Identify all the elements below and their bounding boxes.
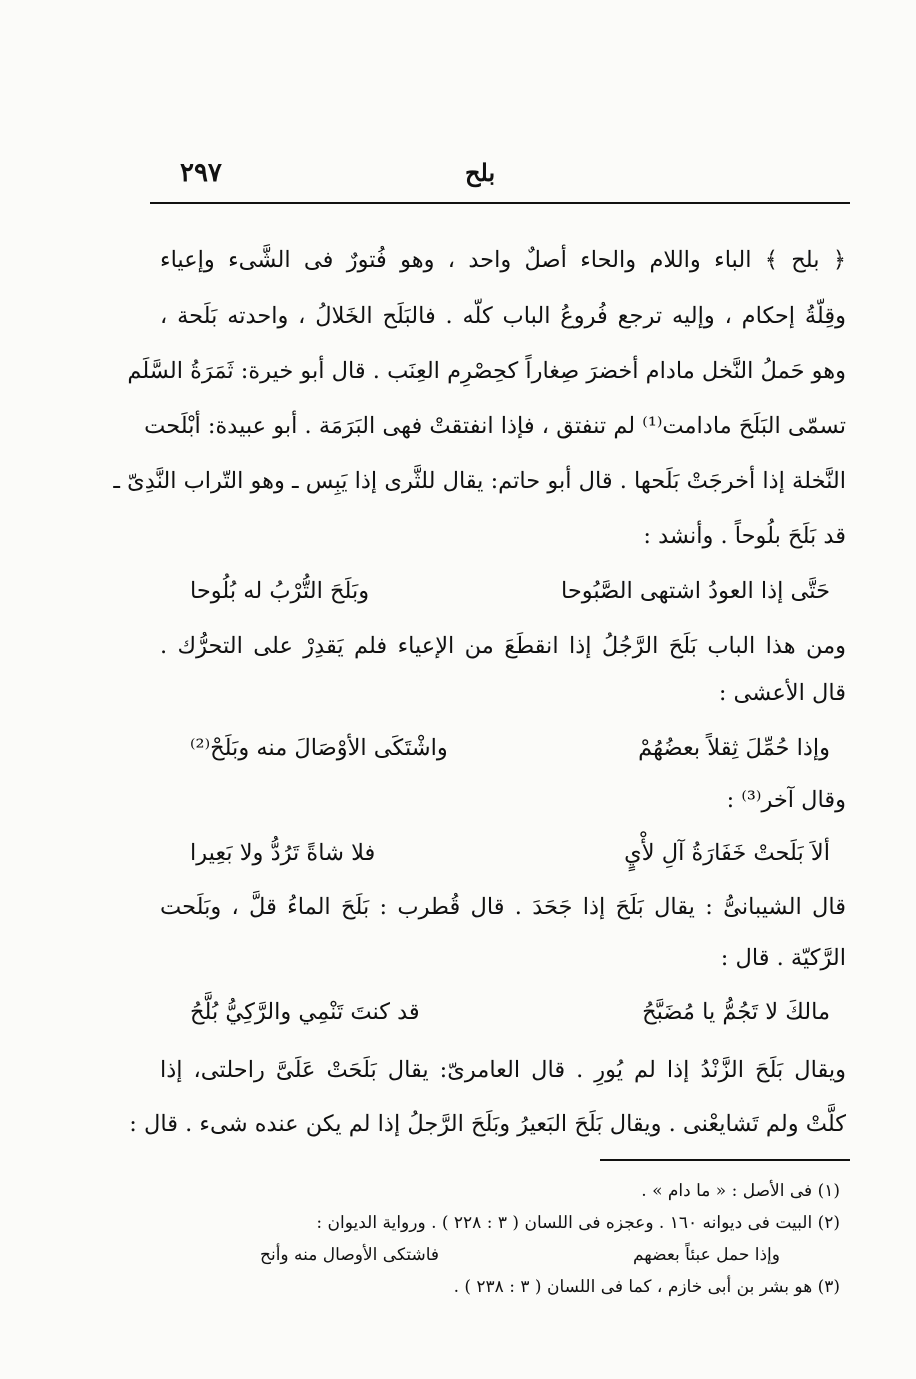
verse-3 (190, 835, 830, 871)
body-line-8: قال الأعشى : (718, 680, 846, 706)
verse-1-first-hemistich: حَتَّى إذا العودُ اشتهى الصَّبُوحا (560, 578, 830, 604)
verse-3-first-hemistich: ألاَ بَلَحتْ خَفَارَةُ آلِ لأْيٍ (624, 840, 830, 866)
footnote-2: (٢) البيت فى ديوانه ١٦٠ . وعجزه فى اللسان ( ٣ : ٢٢٨ ) . ورواية الديوان : (316, 1213, 840, 1233)
footnote-1: (١) فى الأصل : « ما دام » . (641, 1181, 840, 1201)
verse-1 (190, 573, 830, 609)
body-line-11: الرَّكيّة . قال : (720, 945, 846, 971)
body-line-6: قد بَلَحَ بلُوحاً . وأنشد : (643, 523, 846, 549)
footnote-2-verse-second: فاشتكى الأوصال منه وأنح (260, 1245, 440, 1265)
header-rule (150, 202, 850, 204)
footnote-3: (٣) هو بشر بن أبى خازم ، كما فى اللسان ( ٣ : ٢٣٨ ) . (453, 1277, 840, 1297)
body-line-10: قال الشيبانىُّ : يقال بَلَحَ إذا جَحَدَ . قال قُطرب : بَلَحَ الماءُ قلَّ ، وبَلَحت (160, 894, 846, 920)
footnote-2-verse-first: وإذا حمل عبئاً بعضهم (632, 1245, 780, 1265)
verse-2-first-hemistich: وإذا حُمِّلَ ثِقلاً بعضُهُمْ (638, 735, 830, 761)
footnote-2-verse (260, 1242, 780, 1268)
verse-4 (190, 994, 830, 1030)
body-line-9: وقال آخر⁽³⁾ : (726, 787, 846, 813)
body-line-1: ﴿ بلح ﴾ الباء واللام والحاء أصلٌ واحد ، وهو فُتورٌ فى الشَّىء وإعياء (160, 247, 846, 273)
body-line-12: ويقال بَلَحَ الزَّنْدُ إذا لم يُورِ . قال العامرىّ: يقال بَلَحَتْ عَلَىَّ راحلتى، إذا (160, 1057, 846, 1083)
footnote-rule (600, 1159, 850, 1161)
body-line-3: وهو حَملُ النَّخل مادام أخضرَ صِغاراً كحِصْرِم العِنَب . قال أبو خيرة: ثَمَرَةُ السَّلَم (127, 358, 846, 384)
verse-3-second-hemistich: فلا شاةً تَرُدُّ ولا بَعِيرا (190, 840, 376, 866)
verse-2-second-hemistich: واشْتَكَى الأوْصَالَ منه وبَلَحْ⁽²⁾ (190, 735, 448, 761)
body-line-13: كلَّتْ ولم تَشايعْنى . ويقال بَلَحَ البَعيرُ وبَلَحَ الرَّجلُ إذا لم يكن عنده شىء . قال : (129, 1111, 846, 1137)
body-line-7: ومن هذا الباب بَلَحَ الرَّجُلُ إذا انقطَعَ من الإعياء فلم يَقدِرْ على التحرُّك . (160, 633, 846, 659)
verse-4-second-hemistich: قد كنتَ تَنْمِي والرَّكِيُّ بُلَّحُ (190, 999, 420, 1025)
body-line-4: تسمّى البَلَحَ مادامت⁽¹⁾ لم تنفتق ، فإذا انفتقتْ فهى البَرَمَة . أبو عبيدة: أبْلَحت (144, 413, 846, 439)
verse-1-second-hemistich: وبَلَحَ التُّرْبُ له بُلُوحا (190, 578, 370, 604)
verse-4-first-hemistich: مالكَ لا تَجُمُّ يا مُضَبَّحُ (642, 999, 830, 1025)
running-header: بلح (465, 158, 496, 187)
page-number: ٢٩٧ (180, 158, 222, 188)
verse-2 (190, 730, 830, 766)
body-line-5: النَّخلة إذا أخرجَتْ بَلَحها . قال أبو حاتم: يقال للثَّرى إذا يَبِس ـ وهو التّراب النَّدِىّ ـ (113, 468, 846, 494)
body-line-2: وقِلّةُ إحكام ، وإليه ترجع فُروعُ الباب كلّه . فالبَلَح الخَلالُ ، واحدته بَلَحة ، (160, 303, 846, 329)
